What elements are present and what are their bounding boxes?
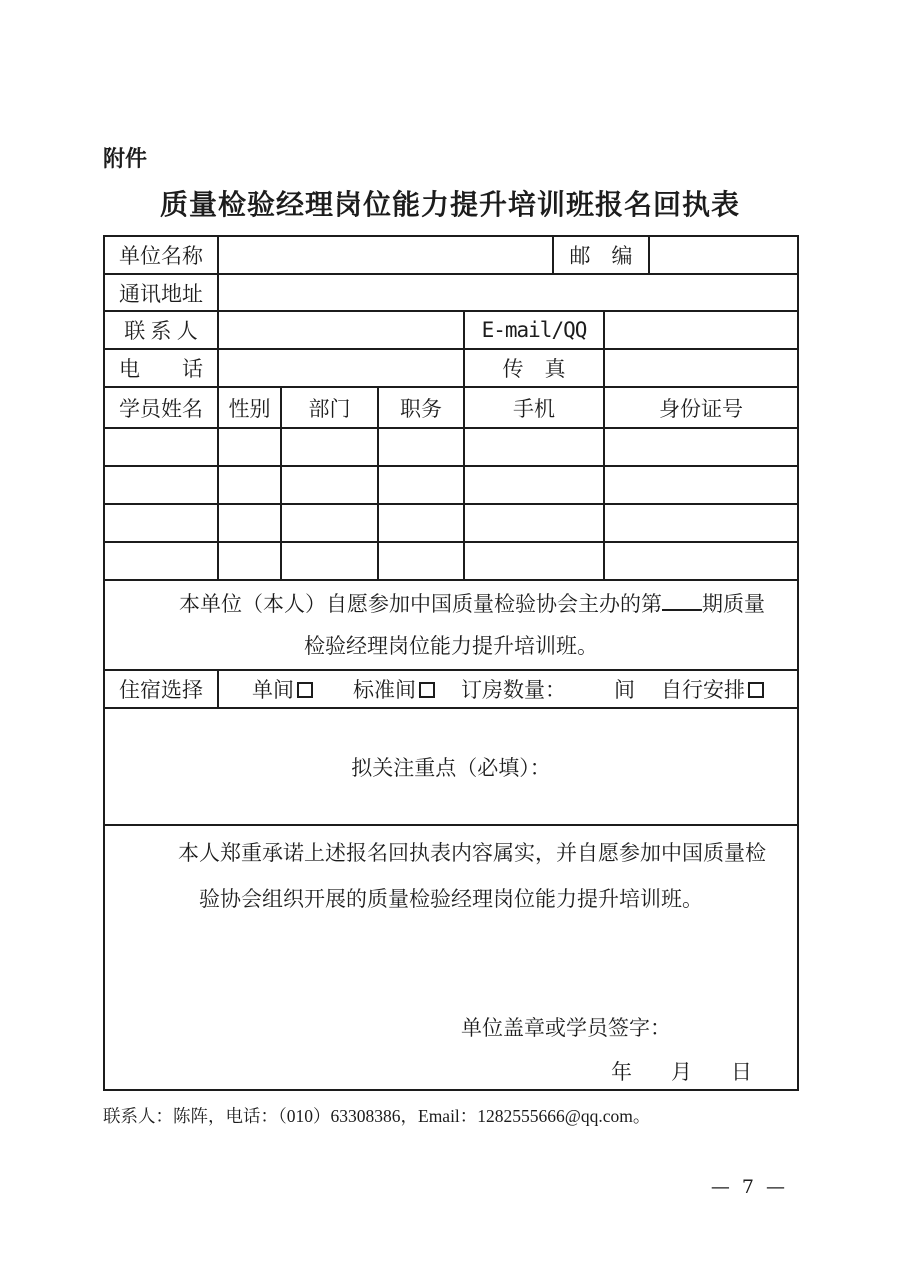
attendee-header-row: [104, 387, 798, 428]
commitment-row: [104, 825, 798, 1090]
cell-position: [378, 542, 464, 580]
cell-name: [104, 428, 218, 466]
cell-department: [281, 428, 378, 466]
booking-quantity-label: 订房数量：: [461, 678, 566, 702]
header-gender: 性别: [218, 387, 281, 428]
accommodation-row: [104, 670, 798, 708]
contact-field: [218, 311, 464, 349]
cell-mobile: [464, 542, 604, 580]
commitment-line2: 验协会组织开展的质量检验经理岗位能力提升培训班。: [199, 886, 703, 911]
focus-field: [104, 708, 798, 825]
header-id-number: 身份证号: [604, 387, 798, 428]
cell-mobile: [464, 466, 604, 504]
header-mobile: 手机: [464, 387, 604, 428]
row-unit-name: [104, 236, 798, 274]
self-arrange-option: 自行安排: [661, 678, 745, 702]
cell-name: [104, 504, 218, 542]
contact-label: 联 系 人: [104, 311, 218, 349]
header-department: 部门: [281, 387, 378, 428]
focus-label: 拟关注重点（必填）：: [351, 755, 551, 780]
cell-mobile: [464, 428, 604, 466]
page-title: 质量检验经理岗位能力提升培训班报名回执表: [159, 189, 740, 220]
cell-gender: [218, 466, 281, 504]
date-year-label: 年: [611, 1059, 632, 1084]
cell-department: [281, 542, 378, 580]
date-line: [105, 1056, 752, 1086]
postal-code-field: [649, 236, 798, 274]
participation-line1-suffix: 期质量: [702, 592, 765, 616]
signature-label: 单位盖章或学员签字：: [461, 1015, 671, 1040]
date-month-label: 月: [671, 1059, 692, 1084]
cell-id-number: [604, 428, 798, 466]
cell-name: [104, 542, 218, 580]
cell-gender: [218, 542, 281, 580]
postal-code-label: 邮 编: [553, 236, 649, 274]
standard-room-option: 标准间: [353, 678, 416, 702]
email-qq-label: E-mail/QQ: [464, 311, 604, 349]
standard-room-checkbox: [419, 682, 435, 698]
participation-statement: [104, 580, 798, 670]
fax-field: [604, 349, 798, 387]
footer-contact-info: 联系人：陈阵，电话：（010）63308386，Email：1282555666@qq.com。: [103, 1106, 651, 1126]
registration-form-table: [103, 235, 799, 1091]
participation-row: [104, 580, 798, 670]
focus-row: [104, 708, 798, 825]
address-field: [218, 274, 798, 311]
fax-label: 传 真: [464, 349, 604, 387]
commitment-section: [104, 825, 798, 1090]
cell-position: [378, 466, 464, 504]
cell-gender: [218, 428, 281, 466]
cell-department: [281, 504, 378, 542]
unit-name-label: 单位名称: [104, 236, 218, 274]
commitment-line1: 本人郑重承诺上述报名回执表内容属实，并自愿参加中国质量检: [178, 840, 766, 865]
participation-line2: 检验经理岗位能力提升培训班。: [304, 634, 598, 658]
email-qq-field: [604, 311, 798, 349]
page-number: — 7 —: [710, 1176, 788, 1198]
single-room-option: 单间: [252, 678, 294, 702]
attachment-label: 附件: [103, 146, 148, 171]
date-day-label: 日: [731, 1059, 752, 1084]
cell-id-number: [604, 542, 798, 580]
phone-label: 电 话: [104, 349, 218, 387]
cell-id-number: [604, 466, 798, 504]
row-address: [104, 274, 798, 311]
session-number-blank: [662, 589, 702, 611]
row-phone: [104, 349, 798, 387]
single-room-checkbox: [297, 682, 313, 698]
accommodation-options: [218, 670, 798, 708]
row-contact: [104, 311, 798, 349]
phone-field: [218, 349, 464, 387]
attendee-empty-row: [104, 428, 798, 466]
cell-position: [378, 504, 464, 542]
header-attendee-name: 学员姓名: [104, 387, 218, 428]
accommodation-label: 住宿选择: [104, 670, 218, 708]
address-label: 通讯地址: [104, 274, 218, 311]
cell-gender: [218, 504, 281, 542]
cell-id-number: [604, 504, 798, 542]
cell-name: [104, 466, 218, 504]
cell-position: [378, 428, 464, 466]
participation-line1: [105, 583, 797, 625]
cell-mobile: [464, 504, 604, 542]
header-position: 职务: [378, 387, 464, 428]
attendee-empty-row: [104, 504, 798, 542]
self-arrange-checkbox: [748, 682, 764, 698]
cell-department: [281, 466, 378, 504]
participation-line1-prefix: 本单位（本人）自愿参加中国质量检验协会主办的第: [179, 592, 662, 616]
room-unit-label: 间: [614, 678, 635, 702]
attendee-empty-row: [104, 542, 798, 580]
unit-name-field: [218, 236, 553, 274]
attendee-empty-row: [104, 466, 798, 504]
